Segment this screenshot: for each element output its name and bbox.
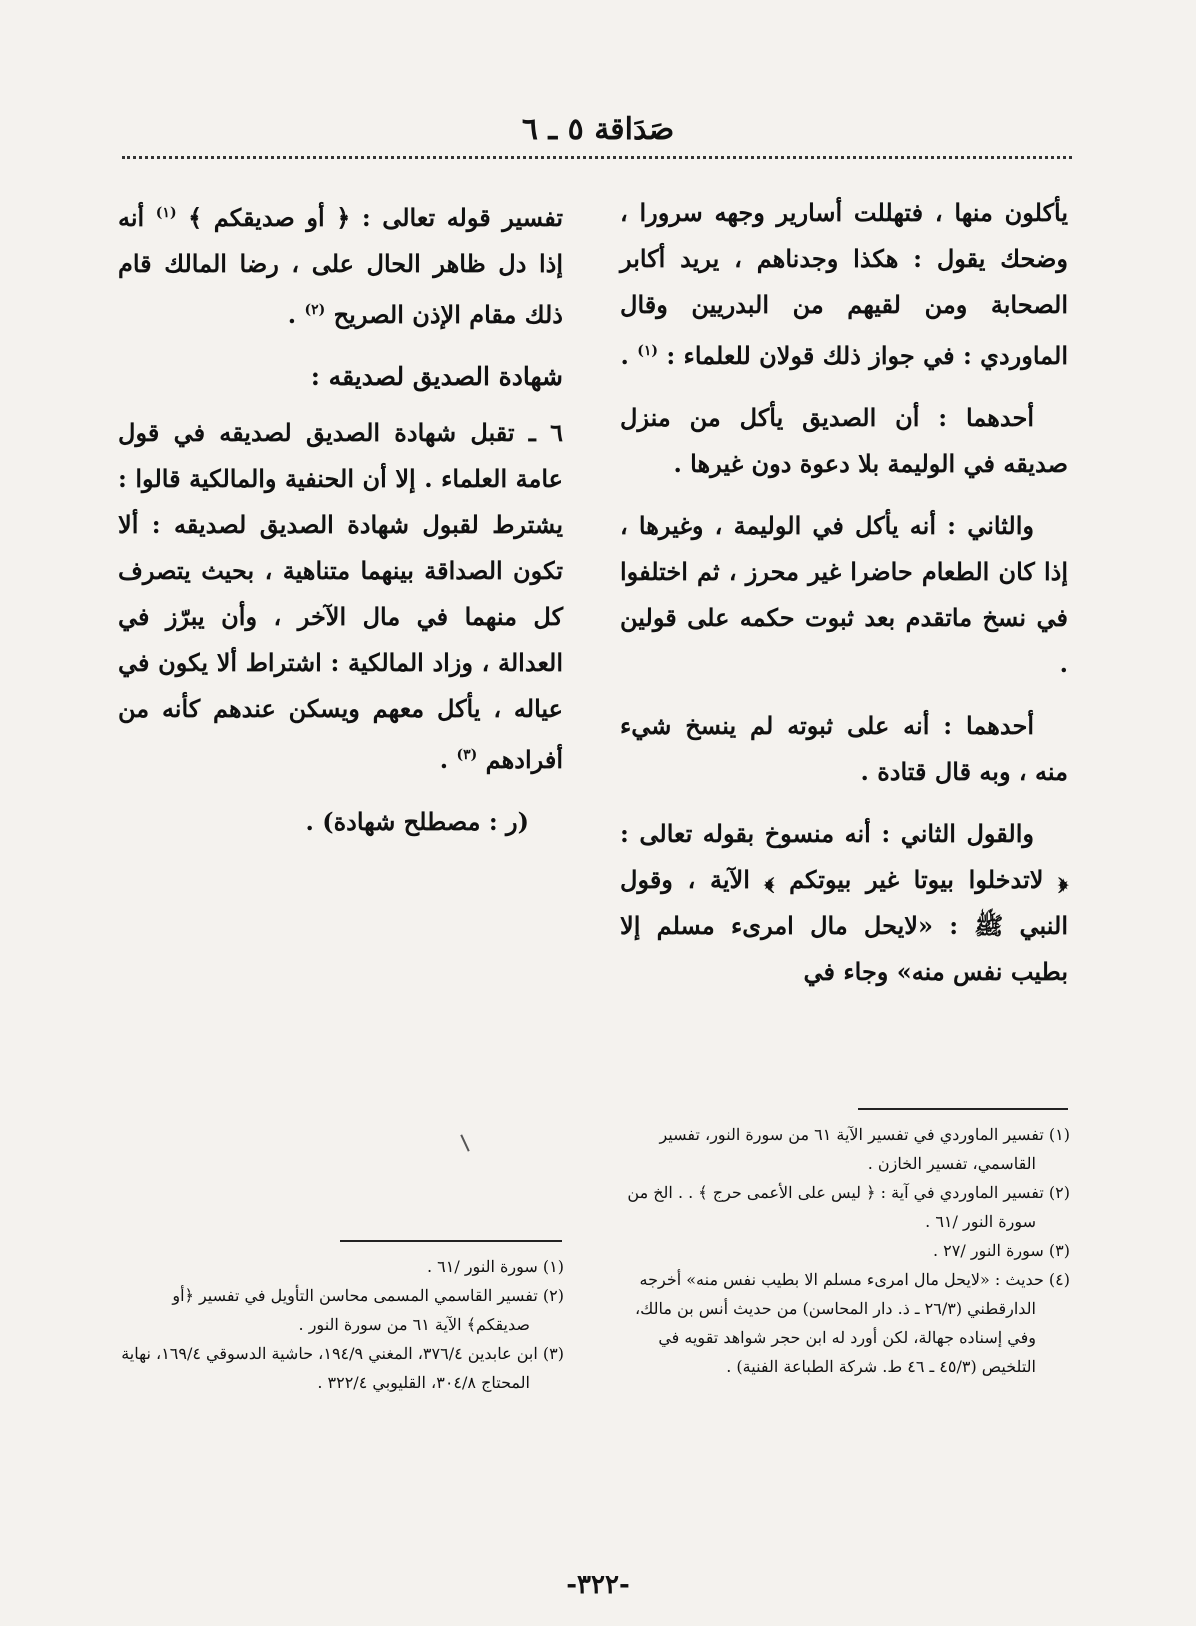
- paragraph: والثاني : أنه يأكل في الوليمة ، وغيرها ، إذا كان الطعام حاضرا غير محرز ، ثم اختلفوا في نسخ ماتقدم بعد ثبوت حكمه على قولين .: [620, 511, 1068, 678]
- paragraph: [118, 190, 563, 338]
- left-column: [118, 190, 563, 861]
- footnote-item: (٢) تفسير القاسمي المسمى محاسن التأويل في تفسير ﴿أو صديقكم﴾ الآية ٦١ من سورة النور .: [172, 1286, 564, 1334]
- right-column: [620, 190, 1068, 1011]
- page-header-title: صَدَاقة ٥ ـ ٦: [521, 112, 675, 147]
- cross-reference: (ر : مصطلح شهادة) .: [305, 807, 529, 836]
- header-dotted-rule: [122, 156, 1072, 159]
- page-number: -٣٢٢-: [566, 1570, 630, 1600]
- paragraph: أحدهما : أنه على ثبوته لم ينسخ شيء منه ، وبه قال قتادة .: [620, 711, 1068, 786]
- footnote-item: (١) تفسير الماوردي في تفسير الآية ٦١ من سورة النور، تفسير القاسمي، تفسير الخازن .: [659, 1125, 1070, 1173]
- footnote-mark: (٣): [456, 747, 478, 763]
- paragraph: أحدهما : أن الصديق يأكل من منزل صديقه في الوليمة بلا دعوة دون غيرها .: [620, 403, 1068, 478]
- paragraph-text: يأكلون منها ، فتهللت أسارير وجهه سرورا ، وضحك يقول : هكذا وجدناهم ، يريد أكابر الصحابة ومن لقيهم من البدريين وقال الماوردي : في جواز ذلك قولان للعلماء :: [620, 198, 1068, 370]
- paragraph-end: .: [439, 745, 449, 774]
- footnote-mark: (١): [155, 205, 177, 221]
- paragraph: [118, 410, 563, 783]
- paragraph-end: .: [620, 341, 629, 370]
- paragraph: والقول الثاني : أنه منسوخ بقوله تعالى : ﴿ لاتدخلوا بيوتا غير بيوتكم ﴾ الآية ، وقول النبي ﷺ : «لايحل مال امرىء مسلم إلا بطيب نفس منه» وجاء في: [620, 819, 1068, 986]
- footnote-item: (٤) حديث : «لايحل مال امرىء مسلم الا بطيب نفس منه» أخرجه الدارقطني (٢٦/٣ ـ ذ. دار المحاسن) من حديث أنس بن مالك، وفي إسناده جهالة، لكن أورد له ابن حجر شواهد تقويه في التلخيص (٤٥/٣ ـ ٤٦ ط. شركة الطباعة الفنية) .: [635, 1270, 1070, 1376]
- paragraph-end: .: [287, 300, 297, 329]
- footnote-item: (٣) سورة النور /٢٧ .: [932, 1241, 1070, 1260]
- footnote-rule: [858, 1108, 1068, 1110]
- paragraph-text: أنه إذا دل ظاهر الحال على ، رضا المالك قام ذلك مقام الإذن الصريح: [118, 203, 563, 329]
- stray-mark: [460, 1134, 469, 1151]
- footnote-rule: [340, 1240, 562, 1242]
- footnotes-right: [618, 1120, 1070, 1381]
- footnote-item: (٣) ابن عابدين ٣٧٦/٤، المغني ١٩٤/٩، حاشية الدسوقي ١٦٩/٤، نهاية المحتاج ٣٠٤/٨، القليوبي ٣٢٢/٤ .: [121, 1344, 564, 1392]
- paragraph: [620, 190, 1068, 379]
- footnote-item: (٢) تفسير الماوردي في آية : ﴿ ليس على الأعمى حرج ﴾ . . الخ من سورة النور /٦١ .: [627, 1183, 1070, 1231]
- paragraph-text: تفسير قوله تعالى : ﴿ أو صديقكم ﴾: [188, 203, 564, 232]
- footnotes-left: [114, 1252, 564, 1397]
- footnote-item: (١) سورة النور /٦١ .: [426, 1257, 564, 1276]
- footnote-mark: (١): [637, 343, 658, 359]
- footnote-mark: (٢): [304, 302, 326, 318]
- section-heading: شهادة الصديق لصديقه :: [310, 362, 563, 391]
- paragraph-text: ٦ ـ تقبل شهادة الصديق لصديقه في قول عامة العلماء . إلا أن الحنفية والمالكية قالوا : يشترط لقبول شهادة الصديق لصديقه : ألا تكون الصداقة بينهما متناهية ، بحيث يتصرف كل منهما في مال الآخر ، وأن يبرّز في العدالة ، وزاد المالكية : اشتراط ألا يكون في عياله ، يأكل معهم ويسكن عندهم كأنه من أفرادهم: [118, 418, 563, 774]
